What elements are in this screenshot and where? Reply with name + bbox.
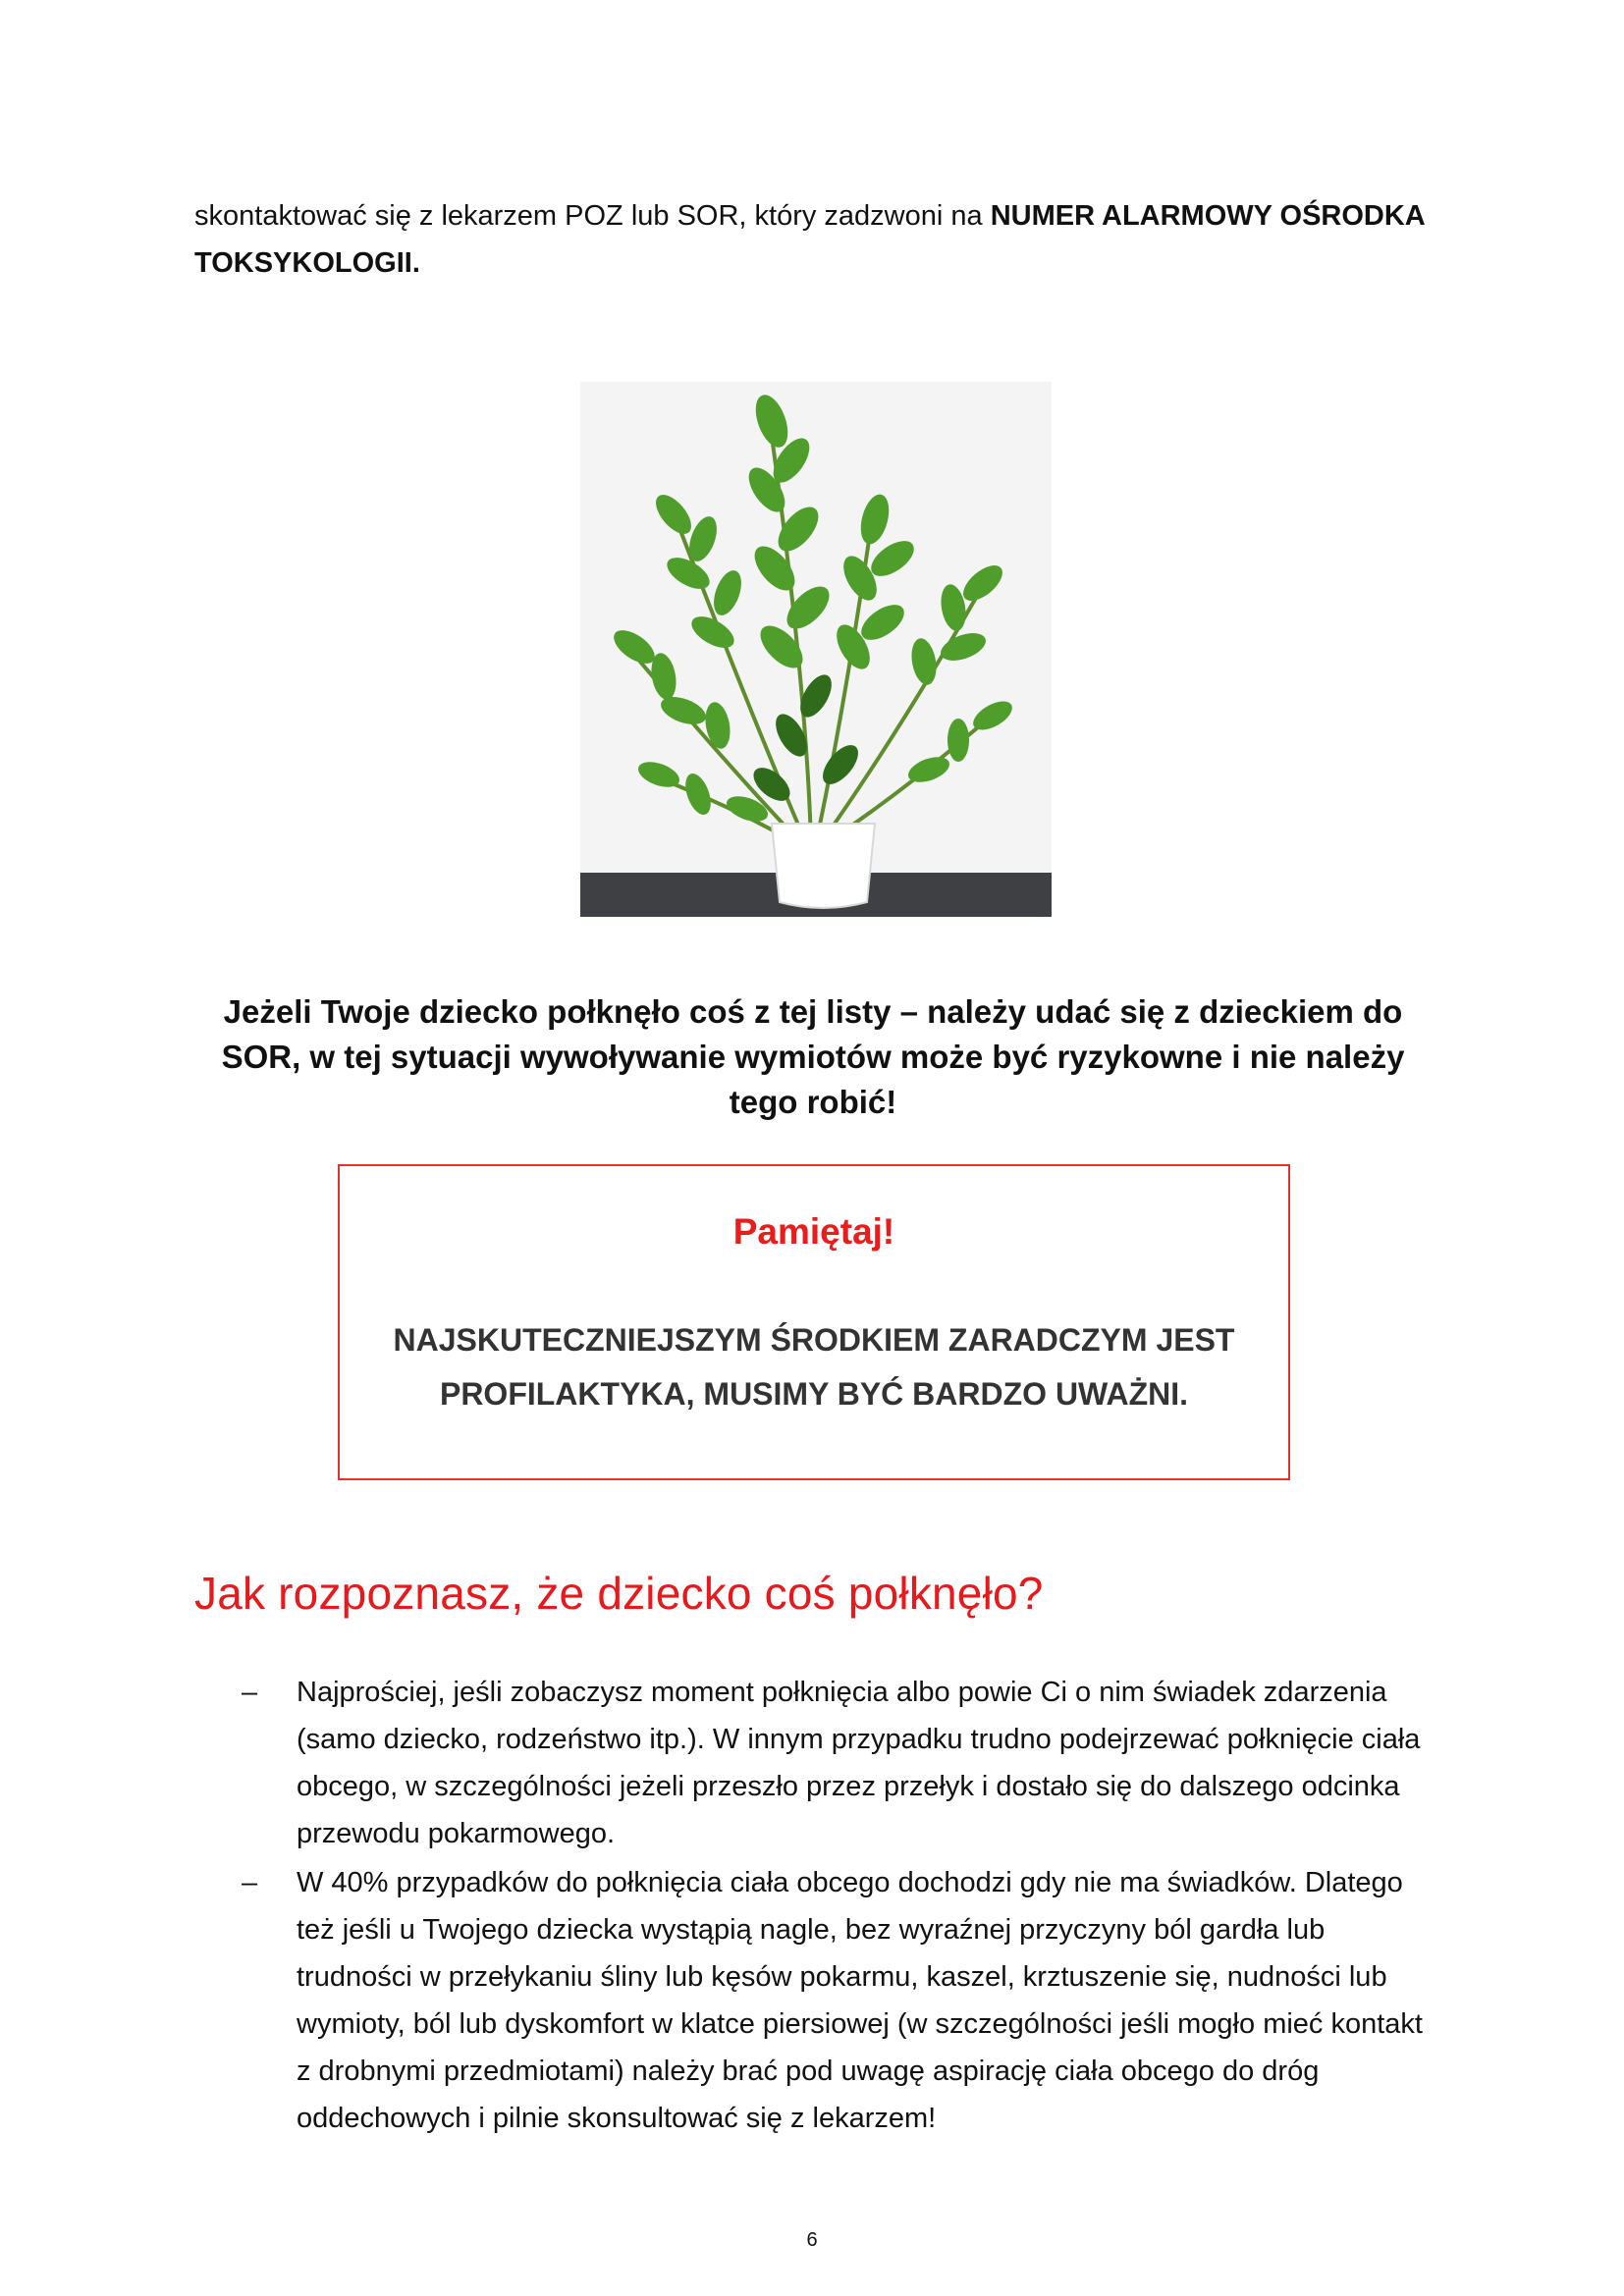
remember-title: Pamiętaj! xyxy=(732,1211,895,1252)
list-item xyxy=(242,1859,1444,2142)
plant-photo xyxy=(580,382,1052,917)
bullet-text: Najprościej, jeśli zobaczysz moment połknięcia albo powie Ci o nim świadek zdarzenia (samo dziecko, rodzeństwo itp.). W innym przypadku trudno podejrzewać połknięcie ciała obcego, w szczególności jeżeli przeszło przez przełyk i dostało się do dalszego odcinka przewodu pokarmowego. xyxy=(297,1677,1421,1849)
list-item xyxy=(242,1669,1444,1857)
bullet-list xyxy=(242,1669,1444,2144)
intro-text: skontaktować się z lekarzem POZ lub SOR, który zadzwoni na xyxy=(194,200,991,232)
remember-box xyxy=(338,1164,1290,1480)
intro-paragraph xyxy=(194,192,1451,287)
remember-text: NAJSKUTECZNIEJSZYM ŚRODKIEM ZARADCZYM JEST PROFILAKTYKA, MUSIMY BYĆ BARDZO UWAŻNI. xyxy=(393,1322,1235,1412)
plant-pot xyxy=(772,824,875,908)
bullet-marker: – xyxy=(242,1677,258,1708)
photo-wall xyxy=(580,382,1052,873)
bullet-text: W 40% przypadków do połknięcia ciała obcego dochodzi gdy nie ma świadków. Dlatego też jeśli u Twojego dziecka wystąpią nagle, bez wyraźnej przyczyny ból gardła lub trudności w przełykaniu śliny lub kęsów pokarmu, kaszel, krztuszenie się, nudności lub wymioty, ból lub dyskomfort w klatce piersiowej (w szczególności jeśli mogło mieć kontakt z drobnymi przedmiotami) należy brać pod uwagę aspirację ciała obcego do dróg oddechowych i pilnie skonsultować się z lekarzem! xyxy=(297,1867,1423,2134)
bullet-marker: – xyxy=(242,1867,258,1898)
warning-text: Jeżeli Twoje dziecko połknęło coś z tej listy – należy udać się z dzieckiem do SOR, w tej sytuacji wywoływanie wymiotów może być ryzykowne i nie należy tego robić! xyxy=(221,993,1405,1120)
intro-bold-text: NUMER ALARMOWY OŚRODKA TOKSYKOLOGII. xyxy=(194,200,1425,279)
page-number: 6 xyxy=(806,2229,818,2251)
section-heading: Jak rozpoznasz, że dziecko coś połknęło? xyxy=(194,1568,1044,1619)
